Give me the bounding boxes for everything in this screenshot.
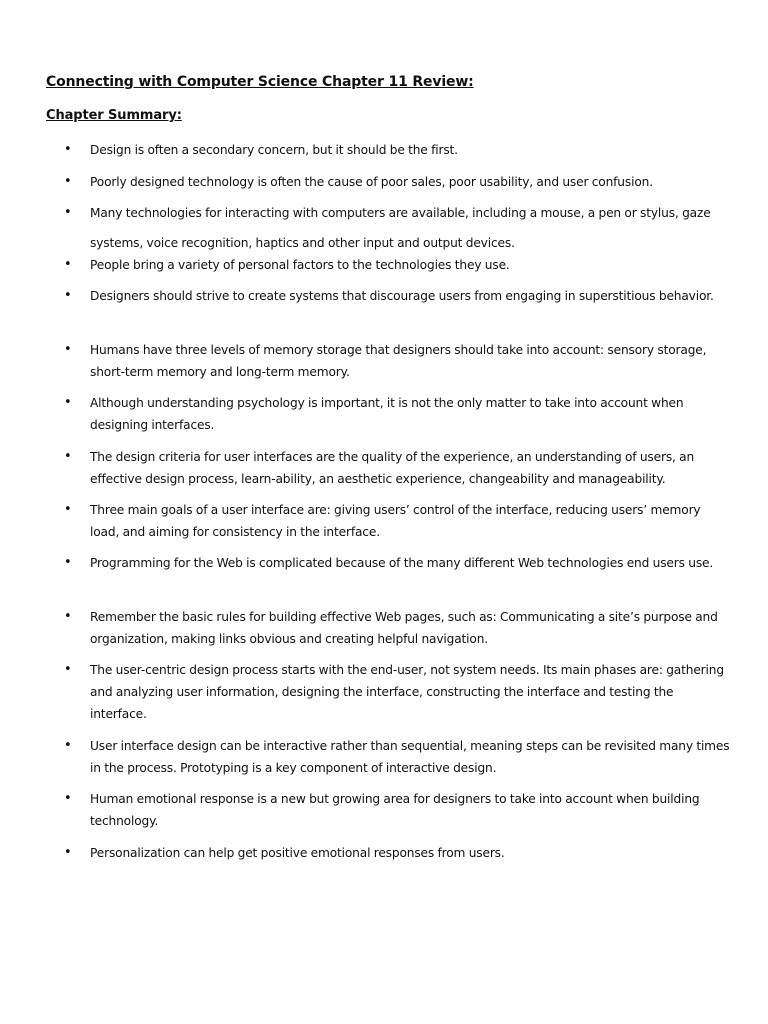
list-item-text: Design is often a secondary concern, but it should be the first. xyxy=(90,143,458,157)
document-title: Connecting with Computer Science Chapter 11 Review: xyxy=(46,74,474,90)
bullet-icon: • xyxy=(64,791,72,806)
bullet-icon: • xyxy=(64,142,72,157)
list-item-text: Three main goals of a user interface are: giving users’ control of the interface, reducing users’ memory load, and aiming for consistency in the interface. xyxy=(90,503,701,539)
list-item-text: Many technologies for interacting with computers are available, including a mouse, a pen or stylus, gaze systems, voice recognition, haptics and other input and output devices. xyxy=(90,206,711,250)
bullet-icon: • xyxy=(64,288,72,303)
section-heading: Chapter Summary: xyxy=(46,108,182,123)
list-item-text: The design criteria for user interfaces are the quality of the experience, an understanding of users, an effective design process, learn-ability, an aesthetic experience, changeability and manageability. xyxy=(90,450,695,486)
bullet-icon: • xyxy=(64,738,72,753)
bullet-icon: • xyxy=(64,662,72,677)
bullet-icon: • xyxy=(64,395,72,410)
bullet-icon: • xyxy=(64,342,72,357)
list-item-text: Poorly designed technology is often the cause of poor sales, poor usability, and user confusion. xyxy=(90,175,653,189)
list-item-text: Designers should strive to create systems that discourage users from engaging in superstitious behavior. xyxy=(90,289,714,303)
list-item-text: Human emotional response is a new but growing area for designers to take into account when building technology. xyxy=(90,792,700,828)
list-item-text: Humans have three levels of memory storage that designers should take into account: sensory storage, short-term memory and long-term memory. xyxy=(90,343,707,379)
list-item-text: User interface design can be interactive rather than sequential, meaning steps can be revisited many times in the process. Prototyping is a key component of interactive design. xyxy=(90,739,730,775)
bullet-icon: • xyxy=(64,845,72,860)
list-item-text: The user-centric design process starts with the end-user, not system needs. Its main phases are: gathering and analyzing user information, designing the interface, constructing the interface and testing the interface. xyxy=(90,663,724,721)
list-item-text: Although understanding psychology is important, it is not the only matter to take into account when designing interfaces. xyxy=(90,396,684,432)
bullet-icon: • xyxy=(64,449,72,464)
list-item-text: Personalization can help get positive emotional responses from users. xyxy=(90,846,505,860)
bullet-icon: • xyxy=(64,555,72,570)
bullet-icon: • xyxy=(64,174,72,189)
bullet-icon: • xyxy=(64,257,72,272)
bullet-icon: • xyxy=(64,205,72,220)
bullet-icon: • xyxy=(64,609,72,624)
list-item-text: Remember the basic rules for building effective Web pages, such as: Communicating a site’s purpose and organization, making links obvious and creating helpful navigation. xyxy=(90,610,718,646)
list-item-text: People bring a variety of personal factors to the technologies they use. xyxy=(90,258,510,272)
bullet-icon: • xyxy=(64,502,72,517)
list-item-text: Programming for the Web is complicated because of the many different Web technologies end users use. xyxy=(90,556,714,570)
